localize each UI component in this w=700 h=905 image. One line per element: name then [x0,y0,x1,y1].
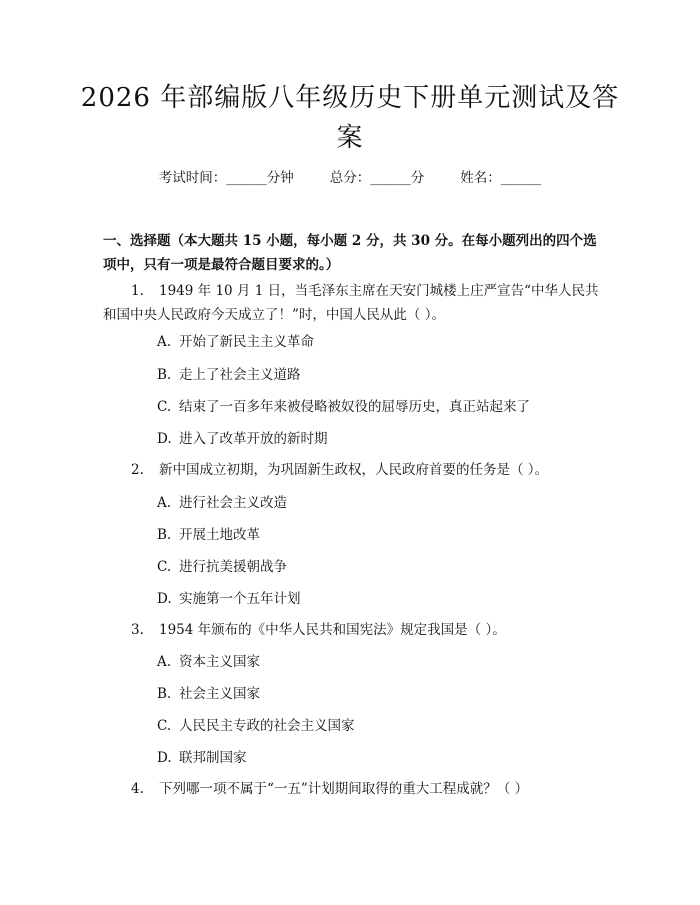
option-text: 联邦制国家 [179,750,247,766]
option-text: 人民民主专政的社会主义国家 [179,718,355,734]
question-text: 新中国成立初期，为巩固新生政权，人民政府首要的任务是（ ）。 [159,462,549,478]
question-3 [103,618,608,642]
section-heading: 一、选择题（本大题共 15 小题，每小题 2 分，共 30 分。在每小题列出的四个选项中，只有一项是最符合题目要求的。） [103,233,597,273]
option-text: 进入了改革开放的新时期 [179,431,328,447]
option-label: B. [157,686,172,702]
option-label: B. [157,367,172,383]
option-3c [157,717,617,735]
option-label: D. [157,591,172,607]
option-label: C. [157,559,172,575]
option-2a [157,494,617,512]
option-1c [157,398,617,416]
option-label: D. [157,431,172,447]
option-2d [157,590,617,608]
student-name-field: 姓名：______ [460,170,542,186]
question-text: 1954 年颁布的《中华人民共和国宪法》规定我国是（ ）。 [159,622,506,638]
question-number: 1. [131,283,144,299]
option-3b [157,685,617,703]
option-label: A. [157,495,172,511]
option-label: C. [157,399,172,415]
option-text: 开展土地改革 [179,527,260,543]
option-label: B. [157,527,172,543]
question-4 [103,777,608,801]
option-text: 资本主义国家 [179,654,260,670]
option-1b [157,366,617,384]
option-label: A. [157,654,172,670]
exam-info-line [0,169,700,187]
option-3d [157,749,617,767]
option-text: 实施第一个五年计划 [179,591,301,607]
total-score-field: 总分：______分 [329,170,425,186]
question-number: 2. [131,462,144,478]
question-text: 1949 年 10 月 1 日，当毛泽东主席在天安门城楼上庄严宣告“中华人民共和国中央人民政府今天成立了！”时，中国人民从此（ ）。 [103,283,599,323]
option-2c [157,558,617,576]
option-label: D. [157,750,172,766]
exam-time-field: 考试时间：______分钟 [158,170,294,186]
option-label: C. [157,718,172,734]
option-text: 开始了新民主主义革命 [179,334,314,350]
option-1a [157,333,617,351]
option-2b [157,526,617,544]
option-3a [157,653,617,671]
question-number: 4. [131,781,144,797]
question-number: 3. [131,622,144,638]
option-text: 社会主义国家 [179,686,260,702]
question-1 [103,279,608,327]
option-text: 进行抗美援朝战争 [179,559,287,575]
option-label: A. [157,334,172,350]
option-text: 走上了社会主义道路 [179,367,301,383]
question-text: 下列哪一项不属于“一五”计划期间取得的重大工程成就？（ ） [159,781,529,797]
question-2 [103,458,608,482]
option-text: 结束了一百多年来被侵略被奴役的屈辱历史，真正站起来了 [179,399,530,415]
document-title: 2026 年部编版八年级历史下册单元测试及答案 [80,83,620,153]
option-text: 进行社会主义改造 [179,495,287,511]
option-1d [157,430,617,448]
